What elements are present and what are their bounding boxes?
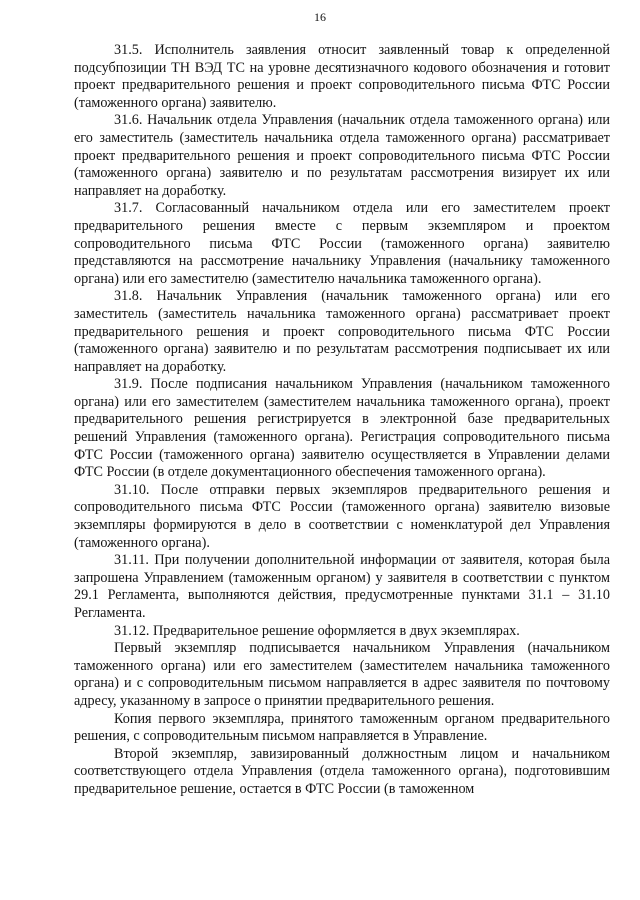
paragraph-31-11: 31.11. При получении дополнительной информации от заявителя, которая была запрошена Управлением (таможенным органом) у заявителя в соответствии с пунктом 29.1 Регламента, выполняются действия, предусмотренные пунктами 31.1 – 31.10 Регламента. [74, 552, 610, 621]
document-body [74, 42, 610, 799]
paragraph-first-copy: Первый экземпляр подписывается начальником Управления (начальником таможенного органа) или его заместителем (заместителем начальника таможенного органа) и с сопроводительным письмом направляется в адрес заявителя по почтовому адресу, указанному в запросе о принятии предварительного решения. [74, 640, 610, 709]
paragraph-31-7: 31.7. Согласованный начальником отдела или его заместителем проект предварительного решения вместе с первым экземпляром и проектом сопроводительного письма ФТС России (таможенного органа) заявителю представляются на рассмотрение начальнику Управления (начальнику таможенного органа) или его заместителю (заместителю начальника таможенного органа). [74, 200, 610, 287]
paragraph-31-9: 31.9. После подписания начальником Управления (начальником таможенного органа) или его заместителем (заместителем начальника таможенного органа), проект предварительного решения регистрируется в электронной базе предварительных решений Управления (таможенного органа). Регистрация сопроводительного письма ФТС России (таможенного органа) заявителю осуществляется в Управлении делами ФТС России (в отделе документационного обеспечения таможенного органа). [74, 376, 610, 481]
page-number: 16 [314, 10, 326, 24]
paragraph-31-8: 31.8. Начальник Управления (начальник таможенного органа) или его заместитель (заместитель начальника таможенного органа) рассматривает проект предварительного решения и проект сопроводительного письма ФТС России (таможенного органа) заявителю и по результатам рассмотрения подписывает их или направляет на доработку. [74, 288, 610, 375]
paragraph-second-copy: Второй экземпляр, завизированный должностным лицом и начальником соответствующего отдела Управления (отдела таможенного органа), подготовившим предварительное решение, остается в ФТС России (в таможенном [74, 745, 610, 797]
paragraph-31-12: 31.12. Предварительное решение оформляется в двух экземплярах. [114, 622, 520, 639]
paragraph-31-5: 31.5. Исполнитель заявления относит заявленный товар к определенной подсубпозиции ТН ВЭД ТС на уровне десятизначного кодового обозначения и готовит проект предварительного решения и проект сопроводительного письма ФТС России (таможенного органа) заявителю. [74, 42, 610, 111]
paragraph-31-10: 31.10. После отправки первых экземпляров предварительного решения и сопроводительного письма ФТС России (таможенного органа) заявителю визовые экземпляры формируются в дело в соответствии с номенклатурой дел Управления (таможенного органа). [74, 481, 610, 551]
paragraph-31-6: 31.6. Начальник отдела Управления (начальник отдела таможенного органа) или его заместитель (заместитель начальника отдела таможенного органа) рассматривает проект предварительного решения и проект сопроводительного письма ФТС России (таможенного органа) заявителю и по результатам рассмотрения визирует их или направляет на доработку. [74, 112, 610, 199]
paragraph-copy-of-first: Копия первого экземпляра, принятого таможенным органом предварительного решения, с сопроводительным письмом направляется в Управление. [74, 710, 610, 745]
